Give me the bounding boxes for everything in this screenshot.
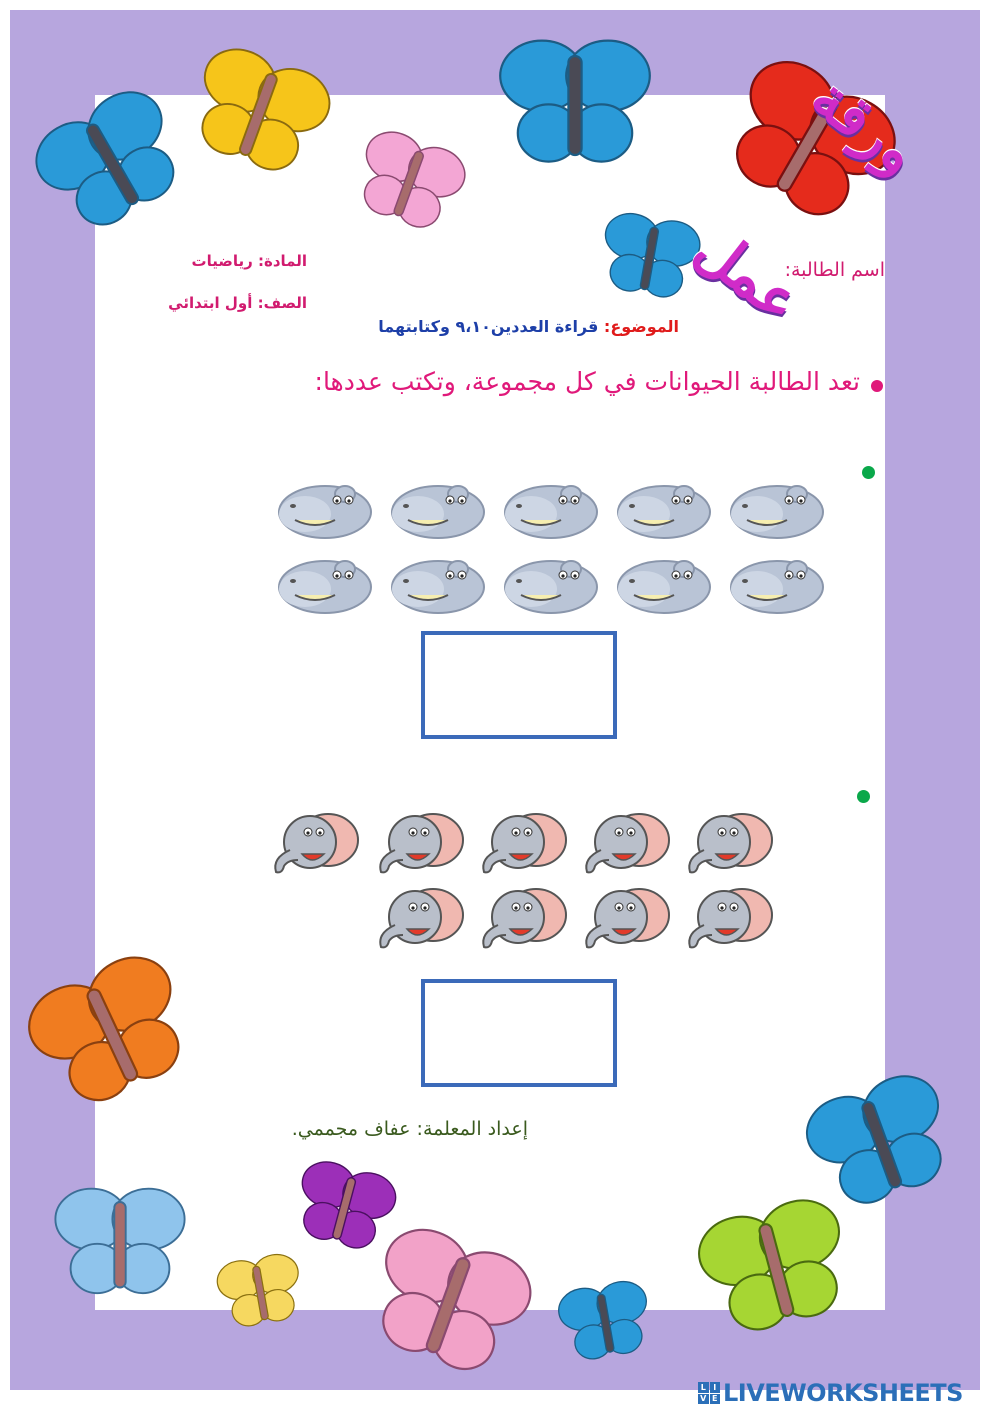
- instruction-text: تعد الطالبة الحيوانات في كل مجموعة، وتكتب عددها:: [314, 367, 860, 396]
- elephant-group: [268, 805, 798, 955]
- liveworksheets-text: LIVEWORKSHEETS: [723, 1379, 963, 1407]
- bullet-icon: [857, 790, 870, 803]
- butterfly-icon: [24, 79, 197, 242]
- elephant-icon: [380, 889, 463, 947]
- elephant-icon: [586, 889, 669, 947]
- teacher-credit: إعداد المعلمة: عفاف مجممي.: [291, 1118, 528, 1140]
- hippo-icon: [392, 561, 484, 613]
- subject-label: المادة: رياضيات: [191, 252, 307, 270]
- butterfly-icon: [289, 1156, 401, 1255]
- liveworksheets-watermark: [698, 1380, 963, 1406]
- elephant-icon: [275, 814, 358, 872]
- butterfly-icon: [359, 1219, 541, 1384]
- hippo-icon: [279, 561, 371, 613]
- answer-box-2[interactable]: [421, 979, 617, 1087]
- bullet-icon: [862, 466, 875, 479]
- hippo-icon: [279, 486, 371, 538]
- elephant-icon: [689, 814, 772, 872]
- hippo-icon: [505, 486, 597, 538]
- worksheet-title: ورقة عمل: [682, 62, 932, 337]
- butterfly-icon: [55, 1189, 184, 1294]
- butterfly-icon: [181, 40, 338, 182]
- liveworksheets-logo-icon: L I V E: [698, 1382, 720, 1404]
- elephant-icon: [483, 814, 566, 872]
- elephant-icon: [483, 889, 566, 947]
- butterfly-icon: [798, 1066, 963, 1216]
- elephant-icon: [586, 814, 669, 872]
- student-name-label: اسم الطالبة:: [784, 259, 885, 281]
- topic-label: الموضوع:: [603, 317, 679, 336]
- hippo-icon: [618, 561, 710, 613]
- hippo-icon: [618, 486, 710, 538]
- topic-value: قراءة العددين٩،١٠ وكتابتهما: [378, 317, 604, 336]
- grade-label: الصف: أول ابتدائي: [168, 294, 307, 312]
- hippo-icon: [505, 561, 597, 613]
- butterfly-icon: [555, 1278, 654, 1364]
- hippo-icon: [731, 486, 823, 538]
- hippo-icon: [731, 561, 823, 613]
- answer-box-1[interactable]: [421, 631, 617, 739]
- hippo-group: [270, 475, 840, 615]
- bullet-icon: [871, 380, 883, 392]
- elephant-icon: [380, 814, 463, 872]
- topic-line: [378, 317, 679, 336]
- butterfly-icon: [17, 945, 204, 1118]
- hippo-icon: [392, 486, 484, 538]
- butterfly-icon: [214, 1251, 306, 1330]
- butterfly-icon: [691, 1192, 859, 1341]
- butterfly-icon: [500, 41, 650, 162]
- butterfly-icon: [348, 124, 472, 236]
- elephant-icon: [689, 889, 772, 947]
